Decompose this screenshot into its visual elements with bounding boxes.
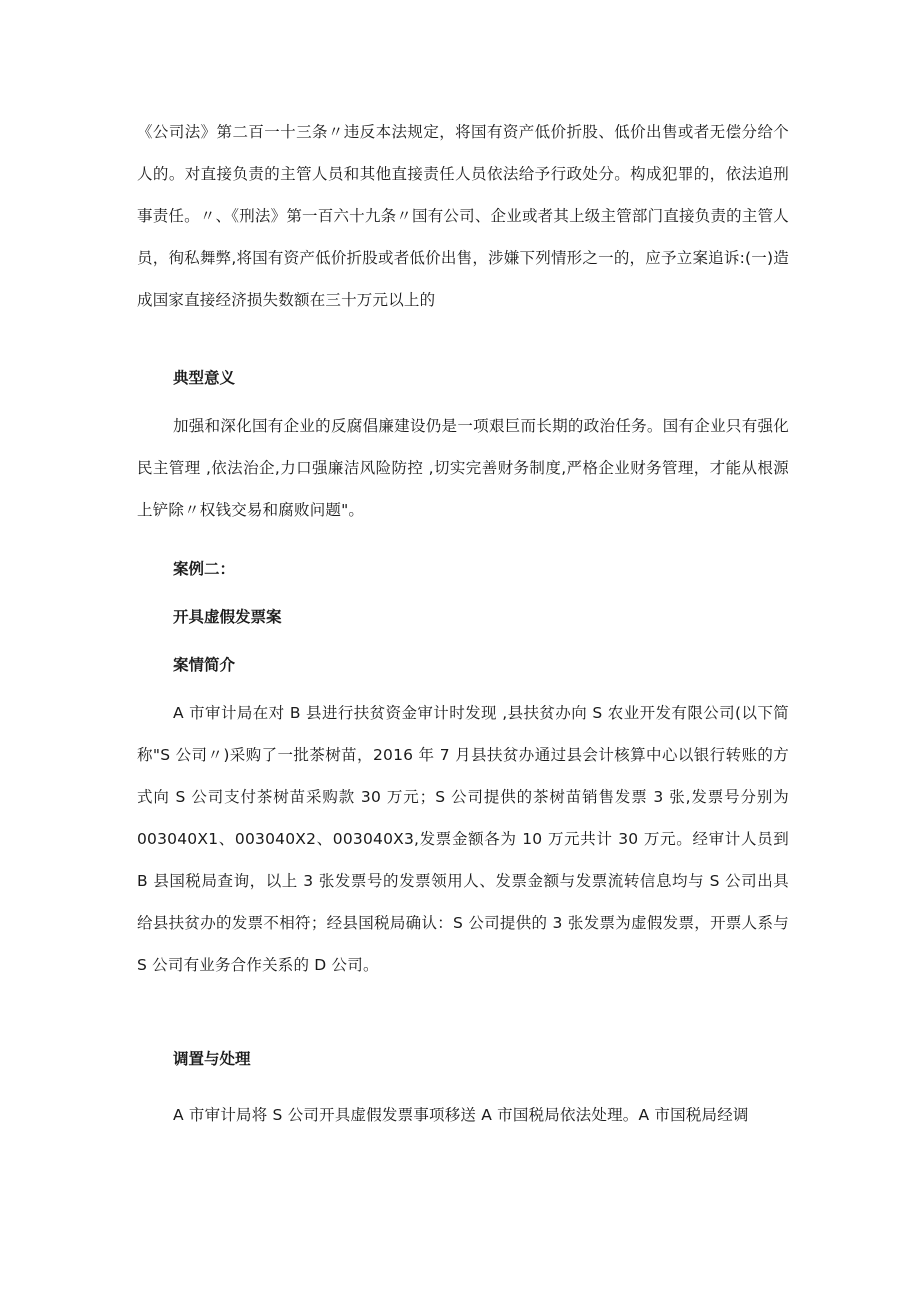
paragraph-handling: A 市审计局将 S 公司开具虚假发票事项移送 A 市国税局依法处理。A 市国税局经调 bbox=[173, 1106, 749, 1124]
paragraph-law-citation: 《公司法》第二百一十三条〃违反本法规定，将国有资产低价折股、低价出售或者无偿分给个人的。对直接负责的主管人员和其他直接责任人员依法给予行政处分。构成犯罪的，依法追刑事责任。〃、《刑法》第一百六十九条〃国有公司、企业或者其上级主管部门直接负责的主管人员，徇私舞弊,将国有资产低价折股或者低价出售，涉嫌下列情形之一的，应予立案追诉:(一)造成国家直接经济损失数额在三十万元以上的 bbox=[137, 123, 789, 309]
heading-case-title: 开具虚假发票案 bbox=[173, 608, 282, 626]
heading-case-two: 案例二： bbox=[173, 560, 236, 578]
paragraph-case-intro: A 市审计局在对 B 县进行扶贫资金审计时发现 ,县扶贫办向 S 农业开发有限公司(以下简称"S 公司〃)采购了一批茶树苗，2016 年 7 月县扶贫办通过县会计核算中心以银行转账的方式向 S 公司支付茶树苗采购款 30 万元；S 公司提供的茶树苗销售发票 3 张,发票号分别为 003040X1、003040X2、003040X3,发票金额各为 10 万元共计 30 万元。经审计人员到 B 县国税局查询，以上 3 张发票号的发票领用人、发票金额与发票流转信息均与 S 公司出具给县扶贫办的发票不相符；经县国税局确认：S 公司提供的 3 张发票为虚假发票，开票人系与 S 公司有业务合作关系的 D 公司。 bbox=[137, 704, 789, 974]
heading-typical-significance: 典型意义 bbox=[173, 369, 236, 387]
heading-case-intro: 案情简介 bbox=[173, 656, 236, 674]
heading-handling: 调置与处理 bbox=[173, 1050, 251, 1068]
paragraph-significance: 加强和深化国有企业的反腐倡廉建设仍是一项艰巨而长期的政治任务。国有企业只有强化民主管理 ,依法治企,力口强廉洁风险防控 ,切实完善财务制度,严格企业财务管理，才能从根源上铲除〃权钱交易和腐败问题"。 bbox=[137, 417, 789, 519]
